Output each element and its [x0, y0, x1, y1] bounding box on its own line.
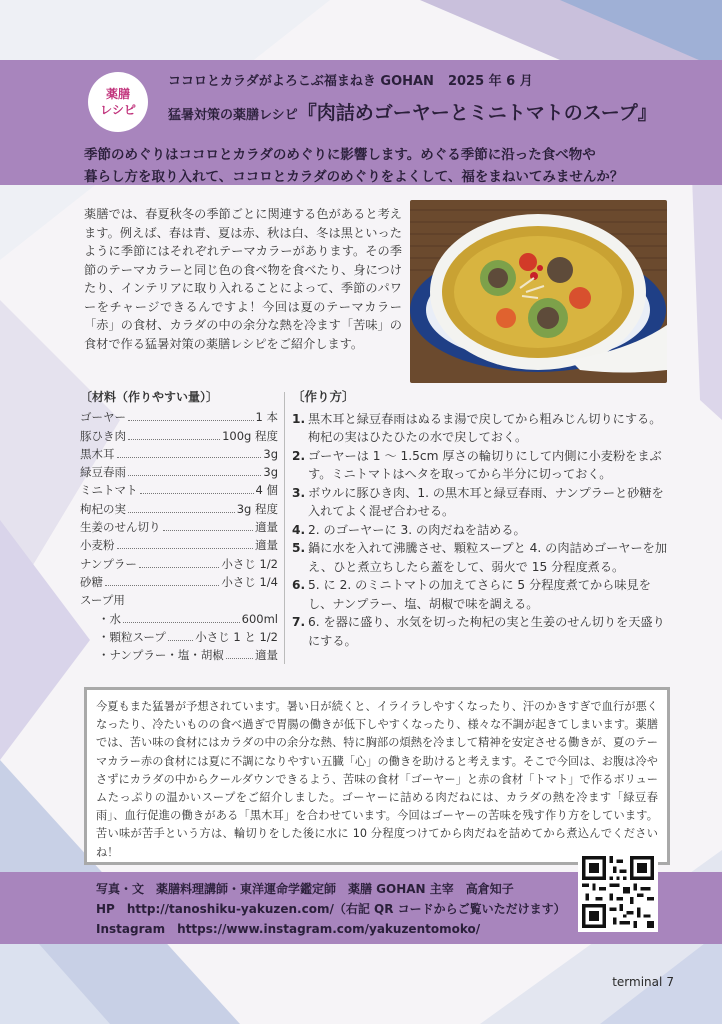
series-name: ココロとカラダがよろこぶ福まねき GOHAN: [168, 74, 434, 89]
materials-title: 〔材料（作りやすい量）〕: [80, 390, 219, 404]
ingredient-name: 小麦粉: [80, 538, 115, 553]
dot-leader: [128, 512, 235, 513]
ingredient-name: 豚ひき肉: [80, 428, 126, 443]
intro-paragraph: 薬膳では、春夏秋冬の季節ごとに関連する色があると考えます。例えば、春は青、夏は赤、秋は白、冬は黒といったように季節にはそれぞれテーマカラーがあります。その季節のテーマカラーと同じ色の食べ物を食べたり、身につけたり、インテリアに取り入れることによって、季節のパワーをチャージできるんですよ！今回は夏のテーマカラー「赤」の食材、カラダの中の余分な熱を冷ます「苦味」の食材で作る猛暑対策の薬膳レシピをご紹介します。: [84, 207, 402, 351]
ingredient-row: [80, 500, 278, 518]
yakuzen-recipe-badge: [88, 72, 148, 132]
homepage-link[interactable]: HP http://tanoshiku-yakuzen.com/（右記 QR コードからご覧いただけます）: [96, 902, 566, 916]
dot-leader: [140, 493, 254, 494]
ingredient-row: [80, 408, 278, 426]
dot-leader: [163, 530, 254, 531]
ingredient-name: 黒木耳: [80, 446, 115, 461]
ingredient-name: ナンプラー: [80, 556, 137, 571]
soup-ingredients-list: [80, 610, 278, 665]
ingredient-name: ・顆粒スープ: [98, 629, 166, 644]
ingredient-quantity: 3g: [263, 465, 278, 480]
dot-leader: [105, 585, 219, 586]
ingredient-row: [98, 610, 278, 628]
step-text: 6. を器に盛り、水気を切った枸杞の実と生姜のせん切りを天盛りにする。: [308, 615, 665, 648]
badge-line-2: レシピ: [100, 103, 136, 117]
steps-section: [292, 388, 672, 650]
ingredient-quantity: 3g 程度: [236, 501, 278, 516]
step-item: [292, 484, 672, 521]
ingredient-quantity: 100g 程度: [222, 428, 278, 443]
lead-line-1: 季節のめぐりはココロとカラダのめぐりに影響します。めぐる季節に沿った食べ物や: [84, 147, 596, 163]
step-number: 2.: [292, 448, 306, 463]
step-item: [292, 576, 672, 613]
ingredient-name: ・水: [98, 611, 121, 626]
column-divider: [284, 392, 285, 664]
ingredient-quantity: 600ml: [241, 611, 278, 626]
ingredient-quantity: 小さじ 1/4: [221, 574, 278, 589]
dot-leader: [168, 640, 193, 641]
step-number: 6.: [292, 578, 306, 592]
ingredient-quantity: 小さじ 1/2: [221, 556, 278, 571]
dot-leader: [139, 567, 219, 568]
dot-leader: [128, 439, 220, 440]
dot-leader: [128, 475, 261, 476]
lead-line-2: 暮らし方を取り入れて、ココロとカラダのめぐりをよくして、福をまねいてみませんか？: [84, 169, 624, 185]
ingredient-row: [98, 628, 278, 646]
step-number: 1.: [292, 411, 306, 426]
series-title: [168, 70, 533, 89]
step-number: 3.: [292, 485, 306, 500]
ingredient-name: 砂糖: [80, 574, 103, 589]
ingredient-quantity: 1 本: [255, 410, 278, 425]
step-number: 7.: [292, 615, 306, 629]
step-number: 5.: [292, 541, 306, 555]
page-title: [168, 98, 657, 125]
title-prefix: 猛暑対策の薬膳レシピ: [168, 108, 298, 123]
step-text: ゴーヤーは 1 〜 1.5cm 厚さの輪切りにして内側に小麦粉をまぶす。ミニトマトはヘタを取ってから半分に切っておく。: [308, 448, 662, 481]
page-number: [612, 975, 674, 989]
ingredient-row: [80, 445, 278, 463]
qr-code[interactable]: [578, 852, 658, 932]
ingredient-quantity: 4 個: [255, 483, 278, 498]
ingredient-row: [80, 481, 278, 499]
lead-text: [84, 144, 704, 188]
ingredient-row: [98, 646, 278, 664]
notes-box: 今夏もまた猛暑が予想されています。暑い日が続くと、イライラしやすくなったり、汗のかきすぎで血行が悪くなったり、冷たいものの食べ過ぎで胃腸の働きが低下しやすくなったり、様々な不調が起きてしまいます。薬膳では、苦い味の食材にはカラダの中の余分な熱、特に胸部の煩熱を冷まして精神を安定させる働きが、夏のテーマカラー赤の食材には夏に不調になりやすい五臓「心」の働きを助けると考えます。そこで今回は、お腹は冷やさずにカラダの中からクールダウンできるよう、苦味の食材「ゴーヤー」と赤の食材「トマト」で作るボリュームたっぷりの温かいスープをご紹介しました。ゴーヤーに詰める肉だねには、カラダの熱を冷ます「緑豆春雨」、血行促進の働きがある「黒木耳」を合わせています。今回はゴーヤーの苦味を残す作り方をしています。苦い味が苦手という方は、輪切りをした後に水に 10 分程度つけてから肉だねを詰めてから煮込んでくださいね！: [84, 687, 670, 865]
materials-list: [80, 408, 278, 591]
ingredient-name: 枸杞の実: [80, 501, 126, 516]
ingredient-quantity: 小さじ 1 と 1/2: [195, 629, 278, 644]
step-number: 4.: [292, 522, 306, 537]
step-item: [292, 613, 672, 650]
ingredient-row: [80, 555, 278, 573]
dot-leader: [128, 420, 254, 421]
step-item: [292, 447, 672, 484]
ingredient-row: [80, 427, 278, 445]
ingredient-row: [80, 536, 278, 554]
ingredient-quantity: 適量: [255, 520, 278, 535]
ingredient-name: 緑豆春雨: [80, 465, 126, 480]
soup-photo: [410, 200, 667, 383]
ingredient-row: [80, 518, 278, 536]
page-number-value: 7: [666, 975, 674, 989]
ingredient-row: [80, 573, 278, 591]
steps-list: [292, 410, 672, 651]
step-text: ボウルに豚ひき肉、1. の黒木耳と緑豆春雨、ナンプラーと砂糖を入れてよく混ぜ合わせる。: [308, 485, 664, 518]
instagram-link[interactable]: Instagram https://www.instagram.com/yakuzentomoko/: [96, 922, 481, 936]
ingredient-quantity: 3g: [263, 446, 278, 461]
ingredient-name: 生姜のせん切り: [80, 520, 161, 535]
step-text: 5. に 2. のミニトマトの加えてさらに 5 分程度煮てから味見をし、ナンプラー、塩、胡椒で味を調える。: [308, 578, 651, 611]
step-item: [292, 410, 672, 447]
author-credit: 写真・文 薬膳料理講師・東洋運命学鑑定師 薬膳 GOHAN 主宰 高倉知子: [96, 882, 514, 896]
ingredient-quantity: 適量: [255, 538, 278, 553]
badge-line-1: 薬膳: [105, 87, 130, 101]
ingredient-name: ・ナンプラー・塩・胡椒: [98, 648, 224, 663]
title-main: 『肉詰めゴーヤーとミニトマトのスープ』: [297, 102, 657, 124]
ingredient-quantity: 適量: [255, 648, 278, 663]
steps-title: 〔作り方〕: [292, 389, 355, 404]
ingredient-row: [80, 463, 278, 481]
soup-label: スープ用: [80, 593, 125, 608]
step-item: [292, 539, 672, 576]
step-text: 鍋に水を入れて沸騰させ、顆粒スープと 4. の肉詰めゴーヤーを加え、ひと煮立ちしたら蓋をして、弱火で 15 分程度煮る。: [308, 541, 668, 574]
dot-leader: [117, 457, 262, 458]
magazine-name: terminal: [612, 975, 663, 989]
ingredient-name: ゴーヤー: [80, 410, 126, 425]
materials-section: [80, 388, 278, 664]
step-text: 2. のゴーヤーに 3. の肉だねを詰める。: [308, 522, 526, 537]
dot-leader: [226, 658, 253, 659]
step-text: 黒木耳と緑豆春雨はぬるま湯で戻してから粗みじん切りにする。枸杞の実はひたひたの水で戻しておく。: [308, 411, 662, 444]
header-band: [0, 60, 722, 185]
ingredient-name: ミニトマト: [80, 483, 138, 498]
dot-leader: [117, 548, 254, 549]
step-item: [292, 521, 672, 540]
dot-leader: [123, 622, 240, 623]
issue-date: 2025 年 6 月: [447, 74, 533, 89]
